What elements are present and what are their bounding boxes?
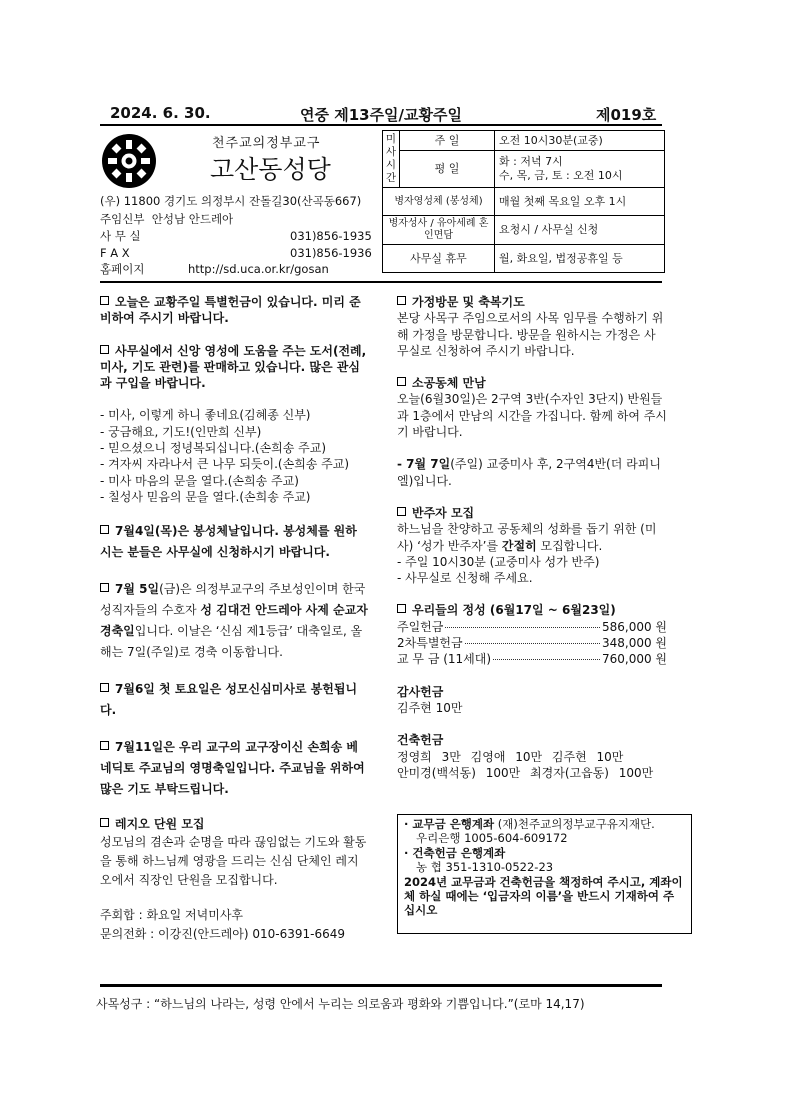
book-item: - 궁금해요, 기도!(인만희 신부) [100,424,262,439]
homepage-label: 홈페이지 [100,262,145,276]
sick-communion-time: 매월 첫째 목요일 오후 1시 [495,188,665,216]
offering-title: 우리들의 정성 (6월17일 ~ 6월23일) [397,602,667,618]
left-column [100,294,368,944]
book-item: - 미사 마음의 문을 열다.(손희송 주교) [100,473,299,488]
checkbox-icon [397,296,406,305]
checkbox-icon [100,345,109,354]
building-fund-title: 건축헌금 [397,733,444,748]
sunday-label: 주 일 [400,131,495,151]
checkbox-icon [100,525,109,534]
checkbox-icon [100,818,109,827]
accompanist-title: 반주자 모집 [397,505,667,521]
issue-date: 2024. 6. 30. [110,104,211,122]
weekday-label: 평 일 [400,151,495,188]
checkbox-icon [100,683,109,692]
thanks-offering-body: 김주현 10만 [397,700,463,715]
top-section-rule [100,281,662,283]
pastoral-verse: 사목성구 : “하느님의 나라는, 성령 안에서 누리는 의로움과 평화와 기쁨입니다.”(로마 14,17) [96,997,585,1011]
notice-bishop-feast: 7월11일은 우리 교구의 교구장이신 손희송 베네딕토 주교님의 영명축일입니다. 주교님을 위하여 많은 기도 부탁드립니다. [100,740,365,797]
offering-row: 2차특별헌금 348,000 원 [397,636,667,651]
legio-contact: 문의전화 : 이강진(안드레아) 010-6391-6649 [100,926,346,941]
checkbox-icon [397,604,406,613]
home-visit-title: 가정방문 및 축복기도 [397,294,667,310]
book-item: - 믿으셨으니 정녕복되십니다.(손희송 주교) [100,441,327,456]
building-fund-row: 안미경(백석동) 100만 최경자(고읍동) 100만 [397,765,654,780]
pastor-label: 주임신부 [100,212,145,226]
book-list [100,407,368,505]
legio-title: 레지오 단원 모집 [100,816,368,832]
office-label: 사 무 실 [100,229,141,243]
bank-line: 우리은행 1005-604-609172 [416,831,568,846]
checkbox-icon [397,377,406,386]
home-visit-body: 본당 사목구 주임으로서의 사목 임무를 수행하기 위해 가정을 방문합니다. 방문을 원하시는 가정은 사무실로 신청하여 주시기 바랍니다. [397,311,664,358]
sacrament-label: 병자성사 / 유아세례 혼인면담 [383,216,495,245]
parish-logo-icon [100,132,158,190]
sacrament-value: 요청시 / 사무실 신청 [495,216,665,245]
offering-row: 교 무 금 (11세대) 760,000 원 [397,652,667,667]
book-item: - 칠성사 믿음의 문을 열다.(손희송 주교) [100,489,311,504]
small-community-body: 오늘(6월30일)은 2구역 3반(수자인 3단지) 반원들과 1층에서 만남의 시간을 가집니다. 함께 하여 주시기 바랍니다. [397,392,667,440]
weekday-time [495,151,665,188]
issue-title: 연중 제13주일/교황주일 [300,106,462,124]
weekday-time-tue: 화 : 저녁 7시 [499,155,563,169]
notice-sick-communion: 7월4일(목)은 봉성체날입니다. 봉성체를 원하시는 분들은 사무실에 신청하시기 바랍니다. [100,524,357,560]
bank-line: 농 협 351-1310-0522-23 [416,860,554,875]
weekday-time-wed-sat: 수, 목, 금, 토 : 오전 10시 [499,169,623,183]
notice-saint-feast: 7월 5일(금)은 의정부교구의 주보성인이며 한국 성직자들의 수호자 성 김대건 안드레아 사제 순교자 경축일입니다. 이날은 ‘신심 제1등급’ 대축일로, 올해는 7일(주일)로 경축 이동합니다. [100,582,368,660]
small-community-title: 소공동체 만남 [397,375,667,391]
homepage-link[interactable]: http://sd.uca.or.kr/gosan [188,262,329,276]
bank-account-box [397,814,692,934]
book-item: - 미사, 이렇게 하니 좋네요(김혜종 신부) [100,408,311,423]
mass-time-label: 미사시간 [383,131,400,188]
office-phone: 031)856-1935 [290,229,372,243]
checkbox-icon [100,296,109,305]
notice-first-saturday: 7월6일 첫 토요일은 성모신심미사로 봉헌됩니다. [100,682,358,718]
parish-name: 고산동성당 [210,155,331,184]
bank-line: · 교무금 은행계좌 (재)천주교의정부교구유지재단. [404,817,655,831]
notice-book-sale: 사무실에서 신앙 영성에 도움을 주는 도서(전례, 미사, 기도 관련)를 판매하고 있습니다. 많은 관심과 구입을 바랍니다. [100,343,367,391]
parish-address: (우) 11800 경기도 의정부시 잔돌길30(산곡동667) [100,194,362,208]
header-rule [100,124,662,126]
book-item: - 겨자씨 자라나서 큰 나무 되듯이.(손희송 주교) [100,457,350,472]
checkbox-icon [100,741,109,750]
legio-body: 성모님의 겸손과 순명을 따라 끊임없는 기도와 활동을 통해 하느님께 영광을 드리는 신심 단체인 레지오에서 직장인 단원을 모집합니다. [100,834,367,887]
pastor-name: 안성남 안드레아 [151,212,234,226]
notice-papal-offering: 오늘은 교황주일 특별헌금이 있습니다. 미리 준비하여 주시기 바랍니다. [100,295,361,326]
diocese-name: 천주교의정부교구 [212,136,321,151]
fax-label: F A X [100,246,130,260]
sunday-time: 오전 10시30분(교중) [495,131,665,151]
thanks-offering-title: 감사헌금 [397,684,444,699]
office-closed-label: 사무실 휴무 [383,245,495,273]
office-closed-value: 월, 화요일, 법정공휴일 등 [495,245,665,273]
issue-number: 제019호 [596,106,657,124]
schedule-table [382,130,665,273]
right-column [397,294,667,781]
building-fund-row: 정영희 3만 김영애 10만 김주현 10만 [397,749,624,764]
checkbox-icon [100,583,109,592]
offering-row: 주일헌금 586,000 원 [397,619,667,634]
bank-line: · 건축헌금 은행계좌 [404,845,506,860]
sick-communion-label: 병자영성체 (봉성체) [383,188,495,216]
bank-note: 2024년 교무금과 건축헌금을 책정하여 주시고, 계좌이체 하실 때에는 ‘입금자의 이름’을 반드시 기재하여 주십시오 [404,874,683,918]
pastor-row [100,212,233,226]
checkbox-icon [397,507,406,516]
small-community-next: - 7월 7일(주일) 교중미사 후, 2구역4반(더 라피니엘)입니다. [397,457,661,488]
accompanist-item: - 주일 10시30분 (교중미사 성가 반주) [397,554,600,569]
accompanist-body: 하느님을 찬양하고 공동체의 성화를 돕기 위한 (미사) ‘성가 반주자’를 간절히 모집합니다. [397,522,657,553]
footer-rule [100,984,662,987]
fax-number: 031)856-1936 [290,246,372,260]
legio-meeting: 주회합 : 화요일 저녁미사후 [100,907,243,922]
accompanist-item: - 사무실로 신청해 주세요. [397,571,533,586]
